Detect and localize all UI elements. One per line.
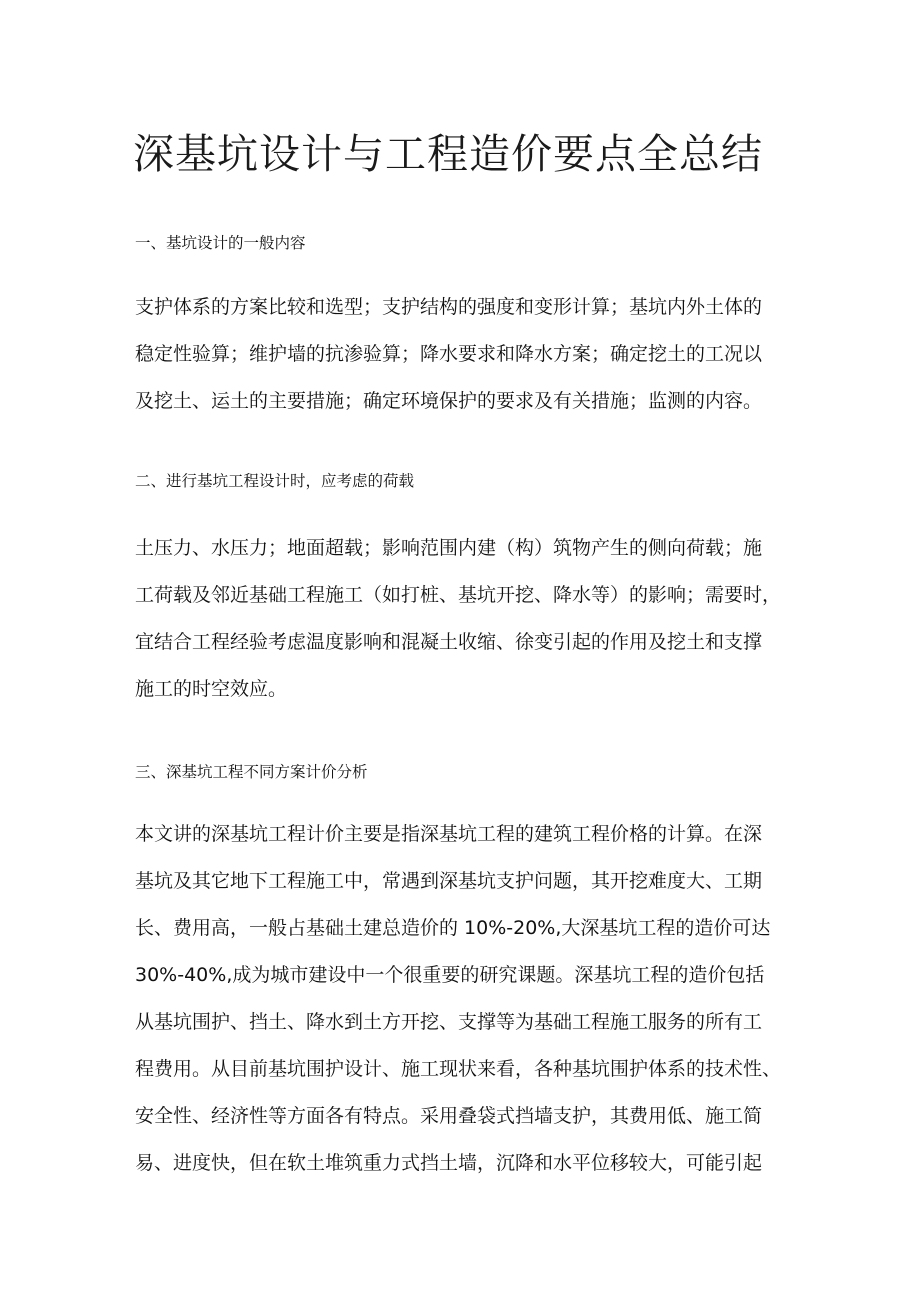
section-paragraph-2	[135, 525, 800, 713]
paragraph-line: 稳定性验算；维护墙的抗渗验算；降水要求和降水方案；确定挖土的工况以	[135, 343, 763, 365]
paragraph-line: 基坑及其它地下工程施工中，常遇到深基坑支护问题，其开挖难度大、工期	[135, 870, 763, 892]
paragraph-line: 工荷载及邻近基础工程施工（如打桩、基坑开挖、降水等）的影响；需要时，	[135, 584, 782, 606]
paragraph-line: 施工的时空效应。	[135, 678, 288, 700]
section-heading-3: 三、深基坑工程不同方案计价分析	[135, 763, 368, 781]
paragraph-line: 程费用。从目前基坑围护设计、施工现状来看，各种基坑围护体系的技术性、	[135, 1058, 782, 1080]
paragraph-line: 易、进度快，但在软土堆筑重力式挡土墙，沉降和水平位移较大，可能引起	[135, 1152, 763, 1174]
paragraph-line: 及挖土、运土的主要措施；确定环境保护的要求及有关措施；监测的内容。	[135, 390, 763, 412]
paragraph-line: 土压力、水压力；地面超载；影响范围内建（构）筑物产生的侧向荷载；施	[135, 537, 763, 559]
paragraph-line: 安全性、经济性等方面各有特点。采用叠袋式挡墙支护，其费用低、施工简	[135, 1105, 763, 1127]
paragraph-line: 宜结合工程经验考虑温度影响和混凝土收缩、徐变引起的作用及挖土和支撑	[135, 631, 763, 653]
paragraph-line: 长、费用高，一般占基础土建总造价的 10%-20%,大深基坑工程的造价可达	[135, 917, 771, 939]
section-heading-2: 二、进行基坑工程设计时，应考虑的荷载	[135, 472, 415, 490]
paragraph-line: 支护体系的方案比较和选型；支护结构的强度和变形计算；基坑内外土体的	[135, 296, 763, 318]
section-heading-1: 一、基坑设计的一般内容	[135, 234, 306, 252]
document-title: 深基坑设计与工程造价要点全总结	[133, 130, 763, 178]
section-paragraph-1	[135, 284, 800, 425]
paragraph-line: 30%-40%,成为城市建设中一个很重要的研究课题。深基坑工程的造价包括	[135, 964, 765, 986]
paragraph-line: 本文讲的深基坑工程计价主要是指深基坑工程的建筑工程价格的计算。在深	[135, 823, 763, 845]
paragraph-line: 从基坑围护、挡土、降水到土方开挖、支撑等为基础工程施工服务的所有工	[135, 1011, 763, 1033]
section-paragraph-3	[135, 811, 800, 1187]
